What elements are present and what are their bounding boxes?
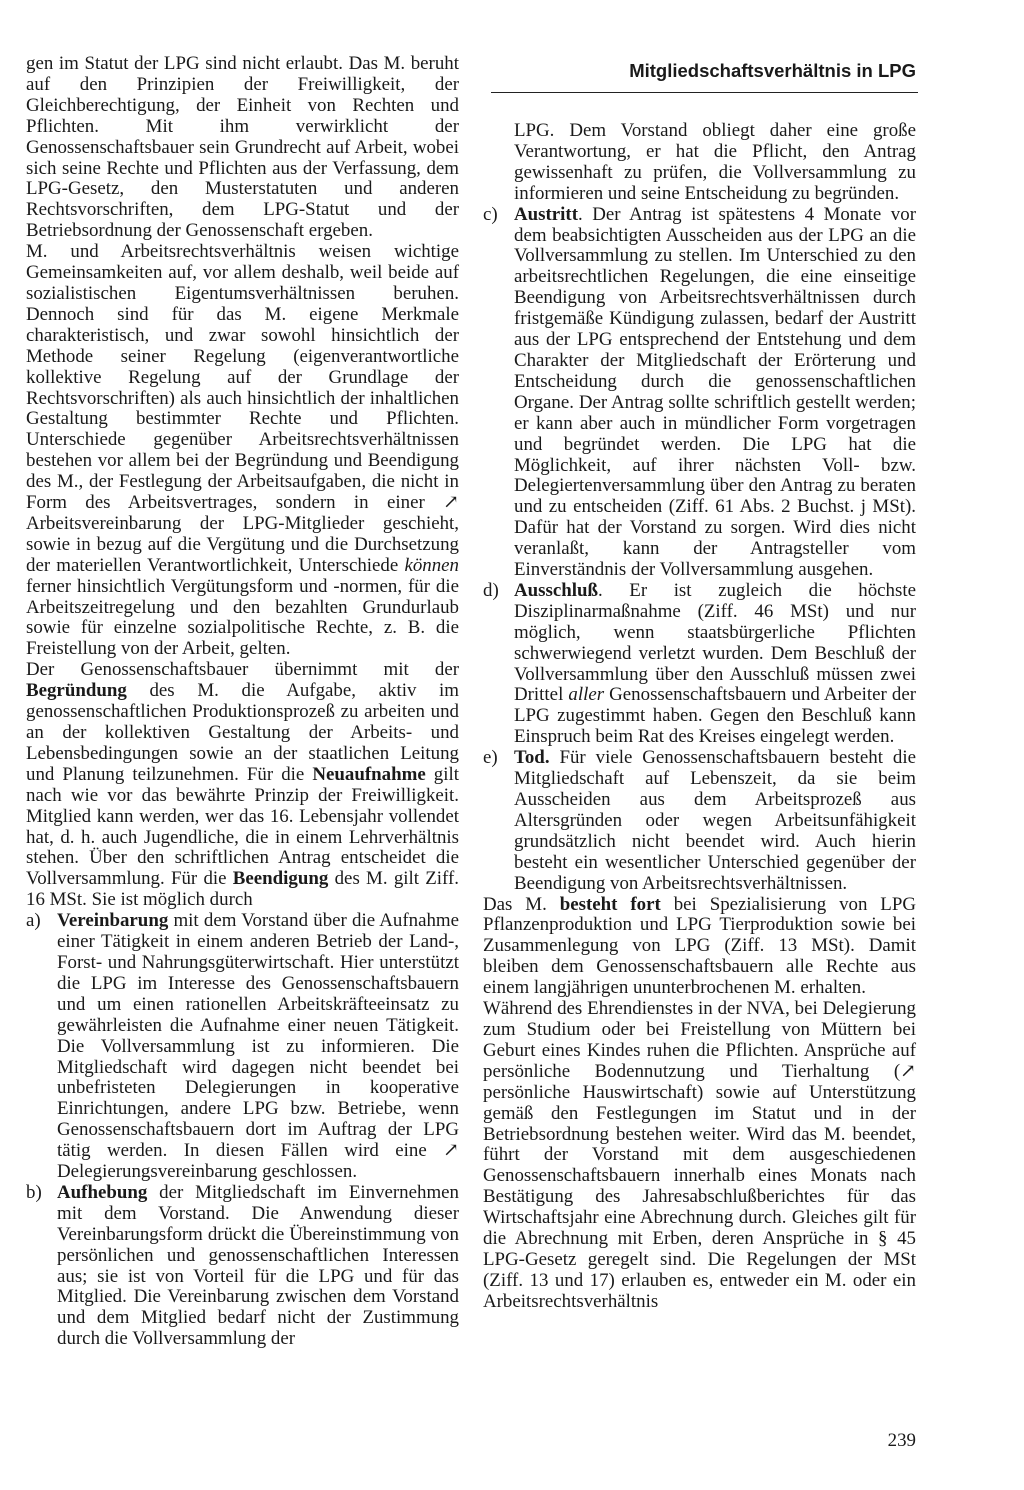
keyword: besteht fort (559, 893, 661, 915)
text-run: Genossenschaftsbauern und Arbeiter der LPG zugestimmt haben. Gegen den Beschluß kann Einspruch beim Rat des Kreises eingelegt werden. (514, 684, 916, 748)
paragraph (26, 242, 459, 660)
text-run: des M. die Aufgabe, aktiv im genossenschaftlichen Produktionsprozeß zu arbeiten und an der kollektiven Gestaltung der Arbeits- und Lebensbedingungen sowie an der staatlichen Leitung und Planung teilzunehmen. Für die (26, 680, 459, 785)
keyword: Begründung (26, 680, 127, 702)
page-number: 239 (887, 1430, 916, 1451)
text-run: Der Genossenschaftsbauer übernimmt mit der (26, 659, 459, 681)
text-run: ferner hinsichtlich Vergütungsform und -normen, für die Arbeitszeitregelung und den bezahlten Grundurlaub sowie für einzelne sozialpolitische Rechte, z. B. die Freistellung von der Arbeit, gelten. (26, 575, 459, 660)
paragraph (483, 895, 916, 1000)
list-item-e (483, 748, 916, 894)
keyword: Aufhebung (57, 1181, 148, 1203)
text-run: persönliche Hauswirtschaft) sowie auf Unterstützung gemäß den Festlegungen im Statut und in der Betriebsordnung bestehen weiter. Wird das M. beendet, führt der Vorstand mit dem ausgeschiedenen Genossenschaftsbauern innerhalb eines Monats nach Bestätigung des Jahresabschlußberichtes für das Wirtschaftsjahr eine Abrechnung durch. Gleiches gilt für die Abrechnung mit Erben, deren Ansprüche in § 45 LPG-Gesetz geregelt sind. Die Regelungen der MSt (Ziff. 13 und 17) erlauben es, entweder ein M. oder ein Arbeitsrechtsverhältnis (483, 1081, 916, 1312)
list-item-c (483, 205, 916, 581)
list-item-b (26, 1183, 459, 1350)
text-run: des M. gilt Ziff. 16 MSt. Sie ist möglich durch (26, 868, 460, 911)
list-label: a) (26, 910, 41, 932)
keyword: Austritt (514, 203, 579, 225)
paragraph (483, 999, 916, 1313)
text-run: gilt nach wie vor das bewährte Prinzip der Freiwilligkeit. Mitglied kann werden, wer das 16. Lebensjahr vollendet hat, d. h. auch Jugendliche, die in einem Lehrverhältnis stehen. Über den schriftlichen Antrag entscheidet die Vollversammlung. Für die (26, 763, 459, 890)
list-item-d (483, 581, 916, 748)
text-run: bei Spezialisierung von LPG Pflanzenproduktion und LPG Tierproduktion sowie bei Zusammenlegung von LPG (Ziff. 13 MSt). Damit bleiben dem Genossenschaftsbauern alle Rechte aus einem langjährigen ununterbrochenen M. erhalten. (483, 893, 916, 999)
cross-reference-arrow-icon: ↗ (900, 1060, 916, 1082)
paragraph: gen im Statut der LPG sind nicht erlaubt. Das M. beruht auf den Prinzipien der Freiwilligkeit, der Gleichberechtigung, der Einheit von Rechten und Pflichten. Mit ihm verwirklicht der Genossenschaftsbauer sein Grundrecht auf Arbeit, wobei sich seine Rechte und Pflichten aus der Verfassung, dem LPG-Gesetz, den Musterstatuten und anderen Rechtsvorschriften, dem LPG-Statut und der Betriebsordnung der Genossenschaft ergeben. (26, 53, 459, 242)
text-run: LPG. Dem Vorstand obliegt daher eine große Verantwortung, er hat die Pflicht, den Antrag gewissenhaft zu prüfen, die Vollversammlung zu informieren und seine Entscheidung zu begründen. (514, 120, 916, 204)
list-item-a (26, 911, 459, 1183)
text-run: Delegierungsvereinbarung geschlossen. (57, 1161, 358, 1183)
list-label: e) (483, 747, 498, 769)
running-header: Mitgliedschaftsverhältnis in LPG (629, 60, 916, 81)
keyword: Ausschluß (514, 579, 599, 601)
text-run: . Er ist zugleich die höchste Disziplinarmaßnahme (Ziff. 46 MSt) und nur möglich, wenn staatsbürgerliche Pflichten schwerwiegend verletzt wurden. Dem Beschluß der Vollversammlung über den Ausschluß müssen zwei Drittel (514, 579, 916, 706)
list-label: d) (483, 579, 499, 601)
text-run: Das M. (483, 893, 547, 915)
list-item-b-continued (483, 121, 916, 205)
cross-reference-arrow-icon: ↗ (443, 1140, 459, 1162)
keyword: Beendigung (232, 868, 329, 890)
text-run: Für viele Genossenschaftsbauern besteht die Mitgliedschaft auf Lebenszeit, da sie beim Ausscheiden aus dem Arbeitsprozeß aus Altersgründen oder wegen Arbeitsunfähigkeit grundsätzlich nicht beendet wird. Auch hierin besteht ein wesentlicher Unterschied gegenüber der Beendigung von Arbeitsrechtsverhältnissen. (514, 747, 916, 894)
list-label: c) (483, 203, 498, 225)
keyword: Tod. (514, 747, 550, 769)
text-run: Arbeitsvereinbarung der LPG-Mitglieder geschieht, sowie in bezug auf die Vergütung und die Durchsetzung der materiellen Verantwortlichkeit, Unterschiede (26, 512, 459, 576)
left-column (26, 54, 459, 1350)
keyword: Neuaufnahme (312, 763, 426, 785)
right-column (483, 121, 916, 1313)
header-rule (491, 92, 918, 93)
paragraph (26, 660, 459, 911)
emphasis: können (404, 554, 459, 576)
list-label: b) (26, 1181, 42, 1203)
text-run: mit dem Vorstand über die Aufnahme einer Tätigkeit in einem anderen Betrieb der Land-, Forst- und Nahrungsgüterwirtschaft. Hier unterstützt die LPG im Interesse des Genossenschaftsbauern und um einen rationellen Arbeitskräfteeinsatz zu gewährleisten die Aufnahme einer neuen Tätigkeit. Die Vollversammlung ist zu informieren. Die Mitgliedschaft wird dagegen nicht beendet bei unbefristeten Delegierungen in kooperative Einrichtungen, andere LPG bzw. Betriebe, wenn Genossenschaftsbauern dort im Auftrag der LPG tätig werden. In diesen Fällen wird eine (57, 910, 459, 1162)
text-run: der Mitgliedschaft im Einvernehmen mit dem Vorstand. Die Anwendung dieser Vereinbarungsform drückt die Übereinstimmung von persönlichen und genossenschaftlichen Interessen aus; sie ist von Vorteil für die LPG und für das Mitglied. Die Vereinbarung zwischen dem Vorstand und dem Mitglied bedarf nicht der Zustimmung durch die Vollversammlung der (57, 1181, 459, 1350)
text-run: M. und Arbeitsrechtsverhältnis weisen wichtige Gemeinsamkeiten auf, vor allem deshalb, weil beide auf sozialistischen Eigentumsverhältnissen beruhen. Dennoch sind für das M. eigene Merkmale charakteristisch, und zwar sowohl hinsichtlich der Methode seiner Regelung (eigenverantwortliche kollektive Regelung auf der Grundlage der Rechtsvorschriften) als auch hinsichtlich der inhaltlichen Gestaltung bestimmter Rechte und Pflichten. Unterschiede gegenüber Arbeitsrechtsverhältnissen bestehen vor allem bei der Begründung und Beendigung des M., der Festlegung der Arbeitsaufgaben, die nicht in Form des Arbeitsvertrages, sondern in einer (26, 241, 459, 514)
emphasis: aller (568, 684, 605, 706)
cross-reference-arrow-icon: ↗ (443, 492, 459, 514)
text-run: Während des Ehrendienstes in der NVA, bei Delegierung zum Studium oder bei Freistellung von Müttern bei Geburt eines Kindes ruhen die Pflichten. Ansprüche auf persönliche Bodennutzung und Tierhaltung ( (483, 998, 916, 1082)
text-run: . Der Antrag ist spätestens 4 Monate vor dem beabsichtigten Ausscheiden aus der LPG an die Vollversammlung zu stellen. Im Unterschied zu den arbeitsrechtlichen Regelungen, die eine einseitige Beendigung von Arbeitsrechtsverhältnissen durch fristgemäße Kündigung zulassen, bedarf der Austritt aus der LPG entsprechend der Entstehung und dem Charakter der Mitgliedschaft der Erörterung und Entscheidung durch die genossenschaftlichen Organe. Der Antrag sollte schriftlich gestellt werden; er kann aber auch in mündlicher Form vorgetragen und begründet werden. Die LPG hat die Möglichkeit, auf ihrer nächsten Voll- bzw. Delegiertenversammlung über den Antrag zu beraten und zu entscheiden (Ziff. 61 Abs. 2 Buchst. j MSt). Dafür hat der Vorstand zu sorgen. Wird dies nicht veranlaßt, kann der Antragsteller vom Einverständnis der Vollversammlung ausgehen. (514, 203, 916, 581)
keyword: Vereinbarung (57, 910, 169, 932)
